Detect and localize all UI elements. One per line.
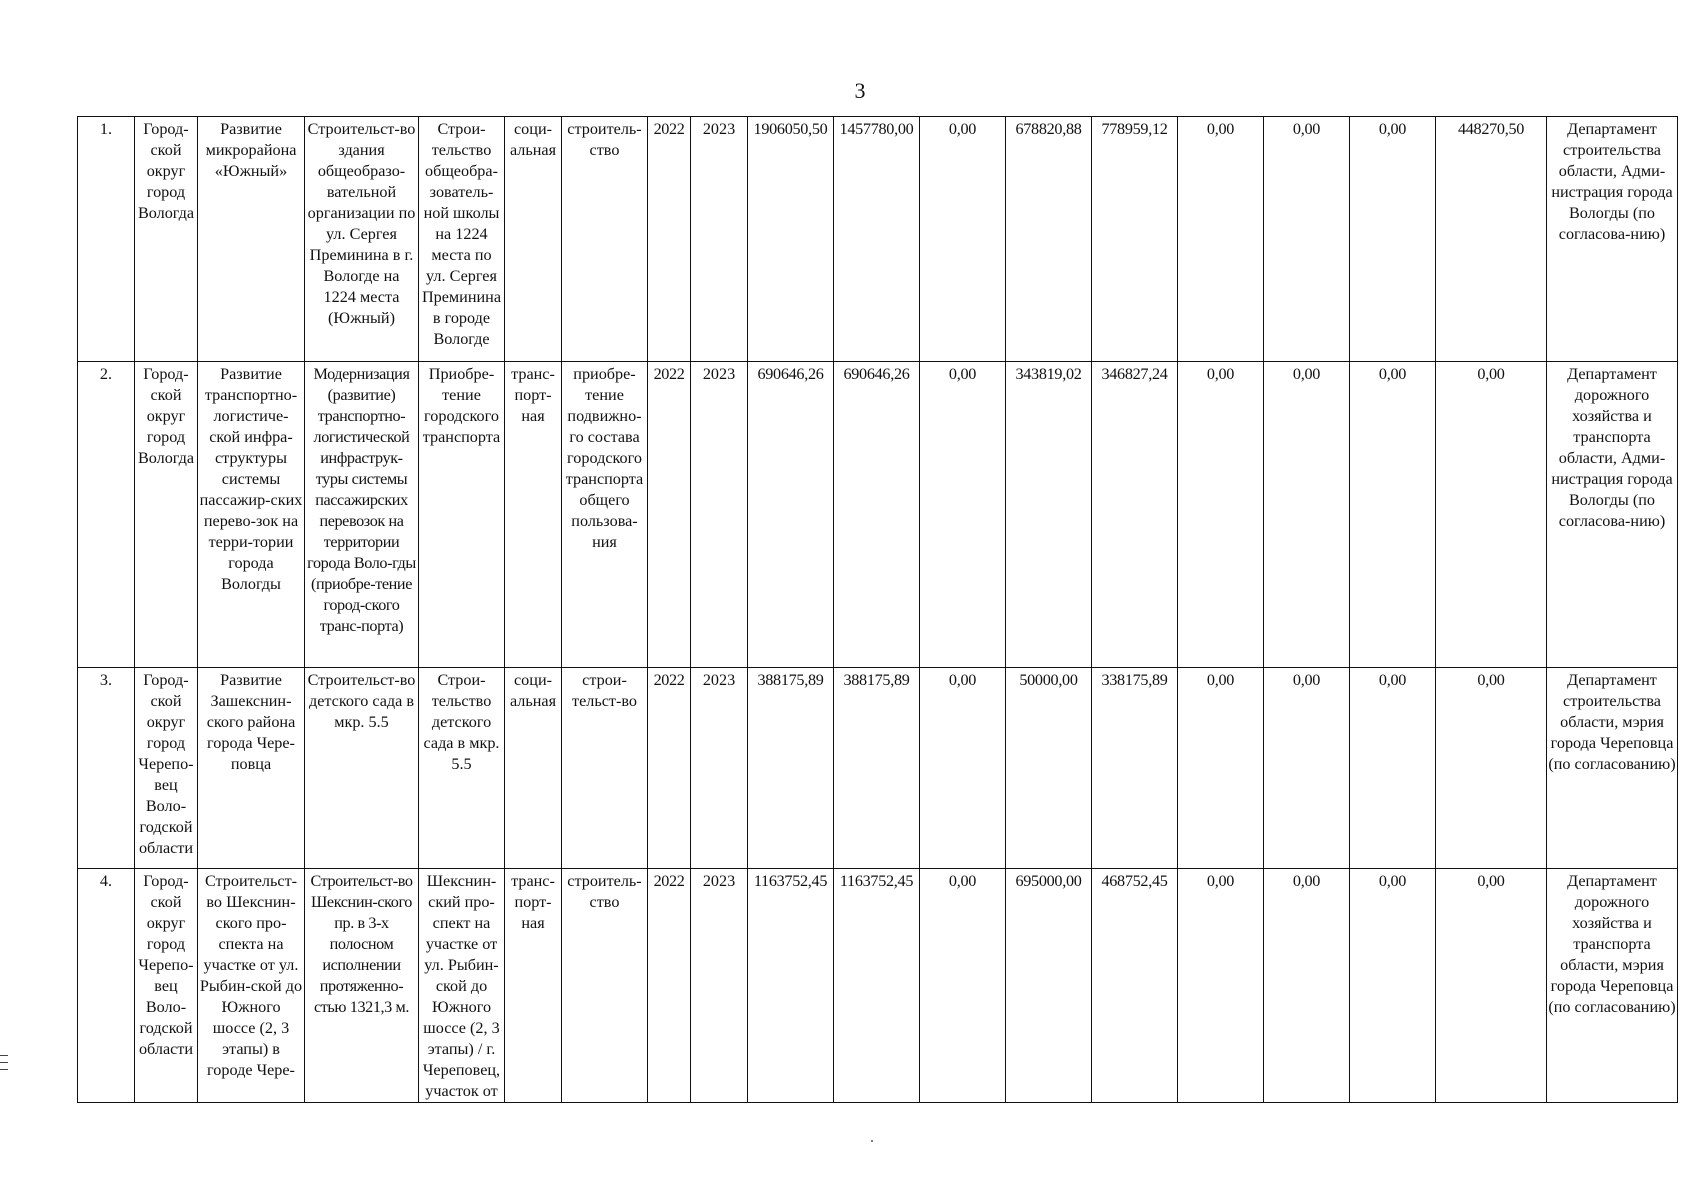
value-7-cell: 0,00 [1436, 869, 1547, 1103]
sphere-cell: соци-альная [505, 668, 562, 869]
total-cell: 1163752,45 [748, 869, 834, 1103]
value-5-cell: 0,00 [1264, 668, 1350, 869]
sphere-cell: соци-альная [505, 117, 562, 362]
year-end-cell: 2023 [691, 869, 748, 1103]
total-cell: 1906050,50 [748, 117, 834, 362]
scan-dot [871, 1140, 873, 1142]
object-cell: Строи-тельство детского сада в мкр. 5.5 [419, 668, 505, 869]
value-2-cell: 343819,02 [1006, 362, 1092, 668]
responsible-cell: Департамент дорожного хозяйства и транспорта области, мэрия города Череповца (по согласованию) [1547, 869, 1678, 1103]
scan-edge-marks [0, 1055, 8, 1076]
value-2-cell: 50000,00 [1006, 668, 1092, 869]
responsible-cell: Департамент дорожного хозяйства и транспорта области, Адми-нистрация города Вологды (по согласова-нию) [1547, 362, 1678, 668]
total-cell: 690646,26 [748, 362, 834, 668]
sum2-cell: 1457780,00 [834, 117, 920, 362]
object-cell: Шекснин-ский про-спект на участке от ул. Рыбин-ской до Южного шоссе (2, 3 этапы) / г. Череповец, участок от [419, 869, 505, 1103]
year-start-cell: 2022 [648, 668, 691, 869]
program-cell: Развитие Зашекснин-ского района города Чере-повца [198, 668, 305, 869]
municipality-cell: Город-ской округ город Черепо-вец Воло-годской области [135, 869, 198, 1103]
municipality-cell: Город-ской округ город Черепо-вец Воло-годской области [135, 668, 198, 869]
value-1-cell: 0,00 [920, 668, 1006, 869]
value-7-cell: 0,00 [1436, 362, 1547, 668]
value-7-cell: 0,00 [1436, 668, 1547, 869]
direction-cell: строи-тельст-во [562, 668, 648, 869]
sum2-cell: 690646,26 [834, 362, 920, 668]
row-number: 4. [78, 869, 135, 1103]
table-row [78, 117, 1678, 362]
value-3-cell: 346827,24 [1092, 362, 1178, 668]
sum2-cell: 388175,89 [834, 668, 920, 869]
value-6-cell: 0,00 [1350, 668, 1436, 869]
program-cell: Строительст-во Шекснин-ского про-спекта на участке от ул. Рыбин-ской до Южного шоссе (2, 3 этапы) в городе Чере- [198, 869, 305, 1103]
value-2-cell: 678820,88 [1006, 117, 1092, 362]
value-4-cell: 0,00 [1178, 362, 1264, 668]
objects-table [77, 116, 1678, 1103]
value-4-cell: 0,00 [1178, 869, 1264, 1103]
year-start-cell: 2022 [648, 362, 691, 668]
year-end-cell: 2023 [691, 668, 748, 869]
sphere-cell: транс-порт-ная [505, 362, 562, 668]
value-3-cell: 778959,12 [1092, 117, 1178, 362]
responsible-cell: Департамент строительства области, Адми-нистрация города Вологды (по согласова-нию) [1547, 117, 1678, 362]
value-5-cell: 0,00 [1264, 869, 1350, 1103]
value-4-cell: 0,00 [1178, 117, 1264, 362]
event-cell: Модернизация (развитие) транспортно-логистической инфраструк-туры системы пассажирских перевозок на территории города Воло-гды (приобре-тение город-ского транс-порта) [305, 362, 419, 668]
value-1-cell: 0,00 [920, 362, 1006, 668]
year-start-cell: 2022 [648, 869, 691, 1103]
page-number: 3 [854, 78, 866, 103]
value-6-cell: 0,00 [1350, 362, 1436, 668]
value-6-cell: 0,00 [1350, 869, 1436, 1103]
value-1-cell: 0,00 [920, 117, 1006, 362]
row-number: 1. [78, 117, 135, 362]
table-row [78, 668, 1678, 869]
table-row [78, 362, 1678, 668]
year-start-cell: 2022 [648, 117, 691, 362]
program-cell: Развитие микрорайона «Южный» [198, 117, 305, 362]
row-number: 2. [78, 362, 135, 668]
value-7-cell: 448270,50 [1436, 117, 1547, 362]
table-row [78, 869, 1678, 1103]
row-number: 3. [78, 668, 135, 869]
value-4-cell: 0,00 [1178, 668, 1264, 869]
value-1-cell: 0,00 [920, 869, 1006, 1103]
value-3-cell: 338175,89 [1092, 668, 1178, 869]
sphere-cell: транс-порт-ная [505, 869, 562, 1103]
value-5-cell: 0,00 [1264, 117, 1350, 362]
value-5-cell: 0,00 [1264, 362, 1350, 668]
total-cell: 388175,89 [748, 668, 834, 869]
value-6-cell: 0,00 [1350, 117, 1436, 362]
sum2-cell: 1163752,45 [834, 869, 920, 1103]
value-2-cell: 695000,00 [1006, 869, 1092, 1103]
municipality-cell: Город-ской округ город Вологда [135, 362, 198, 668]
responsible-cell: Департамент строительства области, мэрия города Череповца (по согласованию) [1547, 668, 1678, 869]
direction-cell: строитель-ство [562, 869, 648, 1103]
event-cell: Строительст-во здания общеобразо-вательной организации по ул. Сергея Преминина в г. Вологде на 1224 места (Южный) [305, 117, 419, 362]
year-end-cell: 2023 [691, 117, 748, 362]
municipality-cell: Город-ской округ город Вологда [135, 117, 198, 362]
program-cell: Развитие транспортно-логистиче-ской инфра-структуры системы пассажир-ских перево-зок на терри-тории города Вологды [198, 362, 305, 668]
event-cell: Строительст-во детского сада в мкр. 5.5 [305, 668, 419, 869]
event-cell: Строительст-во Шекснин-ского пр. в 3-х полосном исполнении протяженно-стью 1321,3 м. [305, 869, 419, 1103]
value-3-cell: 468752,45 [1092, 869, 1178, 1103]
object-cell: Приобре-тение городского транспорта [419, 362, 505, 668]
direction-cell: приобре-тение подвижно-го состава городского транспорта общего пользова-ния [562, 362, 648, 668]
year-end-cell: 2023 [691, 362, 748, 668]
object-cell: Строи-тельство общеобра-зователь-ной школы на 1224 места по ул. Сергея Преминина в городе Вологде [419, 117, 505, 362]
direction-cell: строитель-ство [562, 117, 648, 362]
